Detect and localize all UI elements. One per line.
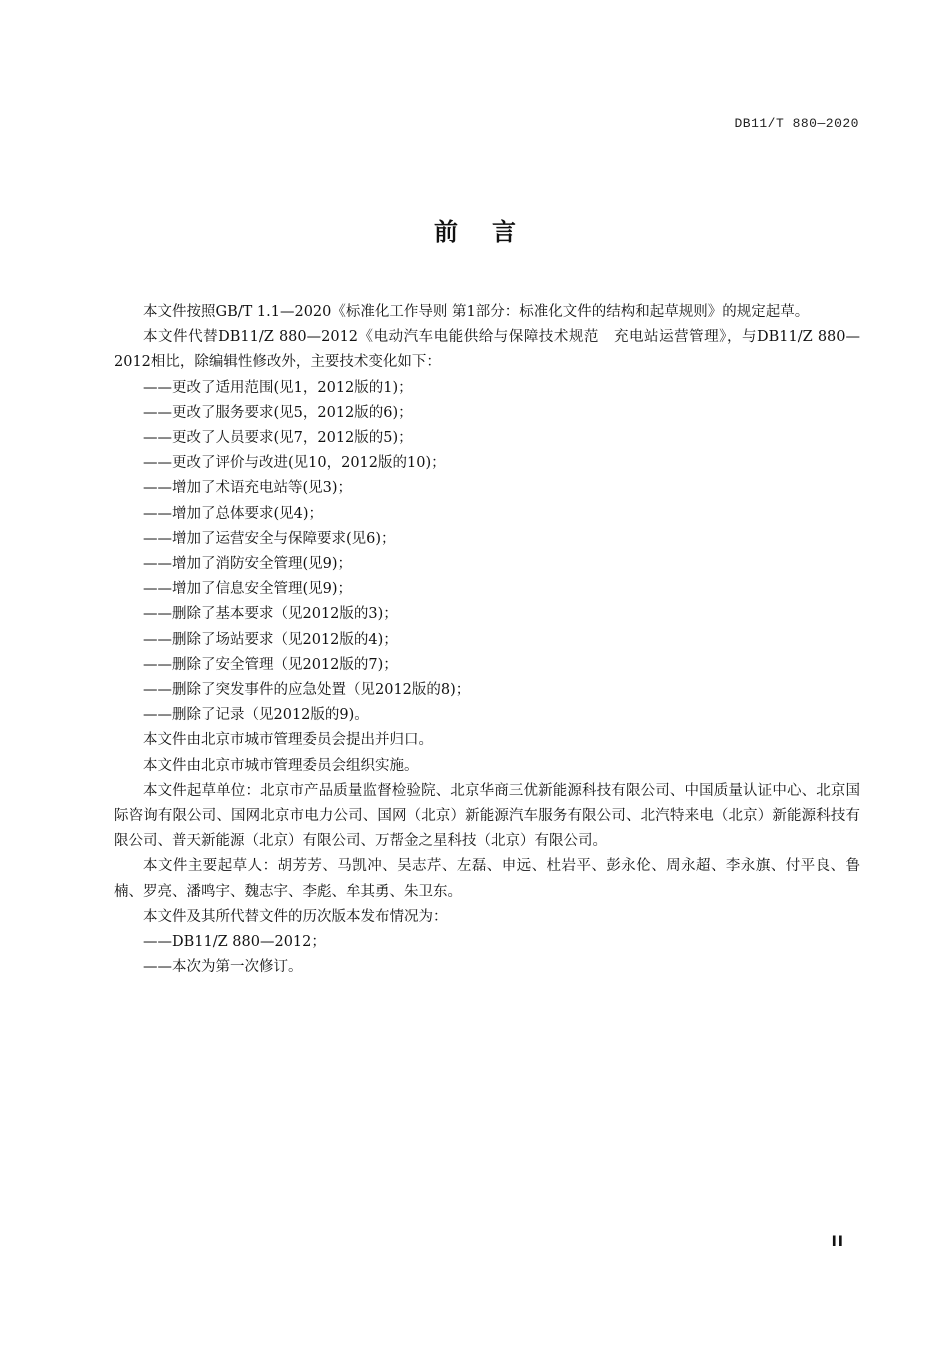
page-number: II <box>831 1234 844 1250</box>
paragraph-drafting-units: 本文件起草单位：北京市产品质量监督检验院、北京华商三优新能源科技有限公司、中国质量认证中心、北京国际咨询有限公司、国网北京市电力公司、国网（北京）新能源汽车服务有限公司、北汽特来电（北京）新能源科技有限公司、普天新能源（北京）有限公司、万帮金之星科技（北京）有限公司。 <box>114 782 860 850</box>
document-number: DB11/T 880—2020 <box>734 116 859 131</box>
list-item: ——更改了服务要求(见5，2012版的6)； <box>143 404 413 421</box>
list-item: ——更改了适用范围(见1，2012版的1)； <box>143 379 413 396</box>
list-item: ——更改了评价与改进(见10，2012版的10)； <box>143 455 446 472</box>
list-item: ——本次为第一次修订。 <box>143 959 303 976</box>
list-item: ——更改了人员要求(见7，2012版的5)； <box>143 430 413 447</box>
history-list <box>114 930 860 980</box>
list-item: ——增加了术语充电站等(见3)； <box>143 480 353 497</box>
change-list <box>114 376 860 729</box>
list-item: ——增加了消防安全管理(见9)； <box>143 556 353 573</box>
paragraph-drafting-rules: 本文件按照GB/T 1.1—2020《标准化工作导则 第1部分：标准化文件的结构和起草规则》的规定起草。 <box>143 304 810 320</box>
page-title: 前言 <box>434 218 550 246</box>
paragraph-drafters: 本文件主要起草人：胡芳芳、马凯冲、吴志芹、左磊、申远、杜岩平、彭永伦、周永超、李永旗、付平良、鲁楠、罗亮、潘鸣宇、魏志宇、李彪、牟其勇、朱卫东。 <box>114 858 860 900</box>
list-item: ——删除了基本要求（见2012版的3)； <box>143 606 398 623</box>
paragraph-replacement: 本文件代替DB11/Z 880—2012《电动汽车电能供给与保障技术规范 充电站运营管理》，与DB11/Z 880—2012相比，除编辑性修改外，主要技术变化如下： <box>114 329 860 371</box>
paragraph-history-intro: 本文件及其所代替文件的历次版本发布情况为： <box>143 908 448 925</box>
list-item: ——DB11/Z 880—2012； <box>143 934 326 951</box>
list-item: ——增加了总体要求(见4)； <box>143 505 324 522</box>
list-item: ——删除了记录（见2012版的9)。 <box>143 707 369 724</box>
list-item: ——增加了信息安全管理(见9)； <box>143 581 353 598</box>
list-item: ——删除了突发事件的应急处置（见2012版的8)； <box>143 682 471 699</box>
list-item: ——删除了安全管理（见2012版的7)； <box>143 656 398 673</box>
foreword-body <box>114 300 860 980</box>
list-item: ——增加了运营安全与保障要求(见6)； <box>143 530 396 547</box>
list-item: ——删除了场站要求（见2012版的4)； <box>143 631 398 648</box>
paragraph-proposer: 本文件由北京市城市管理委员会提出并归口。 <box>143 732 433 749</box>
paragraph-implementer: 本文件由北京市城市管理委员会组织实施。 <box>143 757 419 774</box>
